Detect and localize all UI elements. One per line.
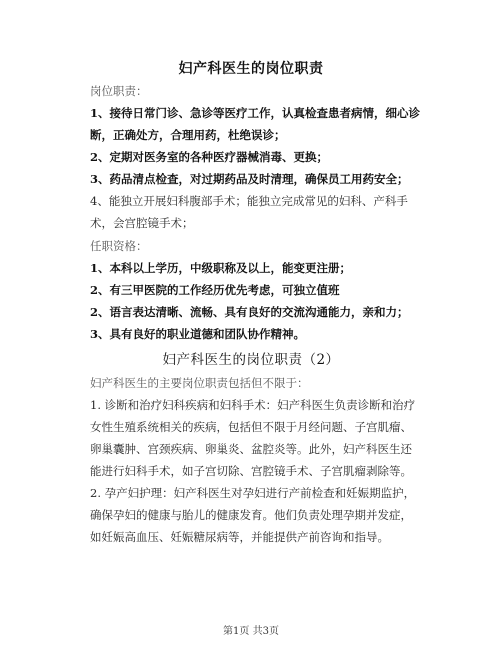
duty-item: 1、接待日常门诊、急诊等医疗工作，认真检查患者病情，细心诊断，正确处方，合理用药，杜绝误诊； (90, 106, 420, 142)
requirement-item: 1、本科以上学历，中级职称及以上，能变更注册； (90, 261, 351, 275)
requirement-item: 2、有三甲医院的工作经历优先考虑，可独立值班 (90, 283, 340, 297)
section-intro: 妇产科医生的主要岗位职责包括但不限于： (90, 376, 309, 390)
duty-item: 3、药品清点检查，对过期药品及时清理，确保员工用药安全； (90, 172, 409, 186)
section-title: 妇产科医生的岗位职责（2） (162, 352, 340, 368)
duty-item: 4、能独立开展妇科腹部手术；能独立完成常见的妇科、产科手术，会宫腔镜手术； (90, 194, 408, 230)
page-footer: 第1页 共3页 (223, 626, 279, 637)
duty-item: 2、定期对医务室的各种医疗器械消毒、更换； (90, 150, 328, 164)
requirement-item: 3、具有良好的职业道德和团队协作精神。 (90, 327, 305, 341)
duties-heading: 岗位职责： (90, 84, 148, 98)
page-title: 妇产科医生的岗位职责 (178, 61, 324, 77)
requirement-item: 2、语言表达清晰、流畅、具有良好的交流沟通能力，亲和力； (90, 305, 409, 319)
body-paragraph: 1. 诊断和治疗妇科疾病和妇科手术：妇产科医生负责诊断和治疗女性生殖系统相关的疾病，包括但不限于月经问题、子宫肌瘤、卵巢囊肿、宫颈疾病、卵巢炎、盆腔炎等。此外，妇产科医生还能进行妇科手术，如子宫切除、宫腔镜手术、子宫肌瘤剥除等。 (90, 398, 416, 478)
requirements-heading: 任职资格： (90, 239, 148, 253)
body-paragraph: 2. 孕产妇护理：妇产科医生对孕妇进行产前检查和妊娠期监护，确保孕妇的健康与胎儿的健康发育。他们负责处理孕期并发症，如妊娠高血压、妊娠糖尿病等，并能提供产前咨询和指导。 (90, 486, 416, 544)
